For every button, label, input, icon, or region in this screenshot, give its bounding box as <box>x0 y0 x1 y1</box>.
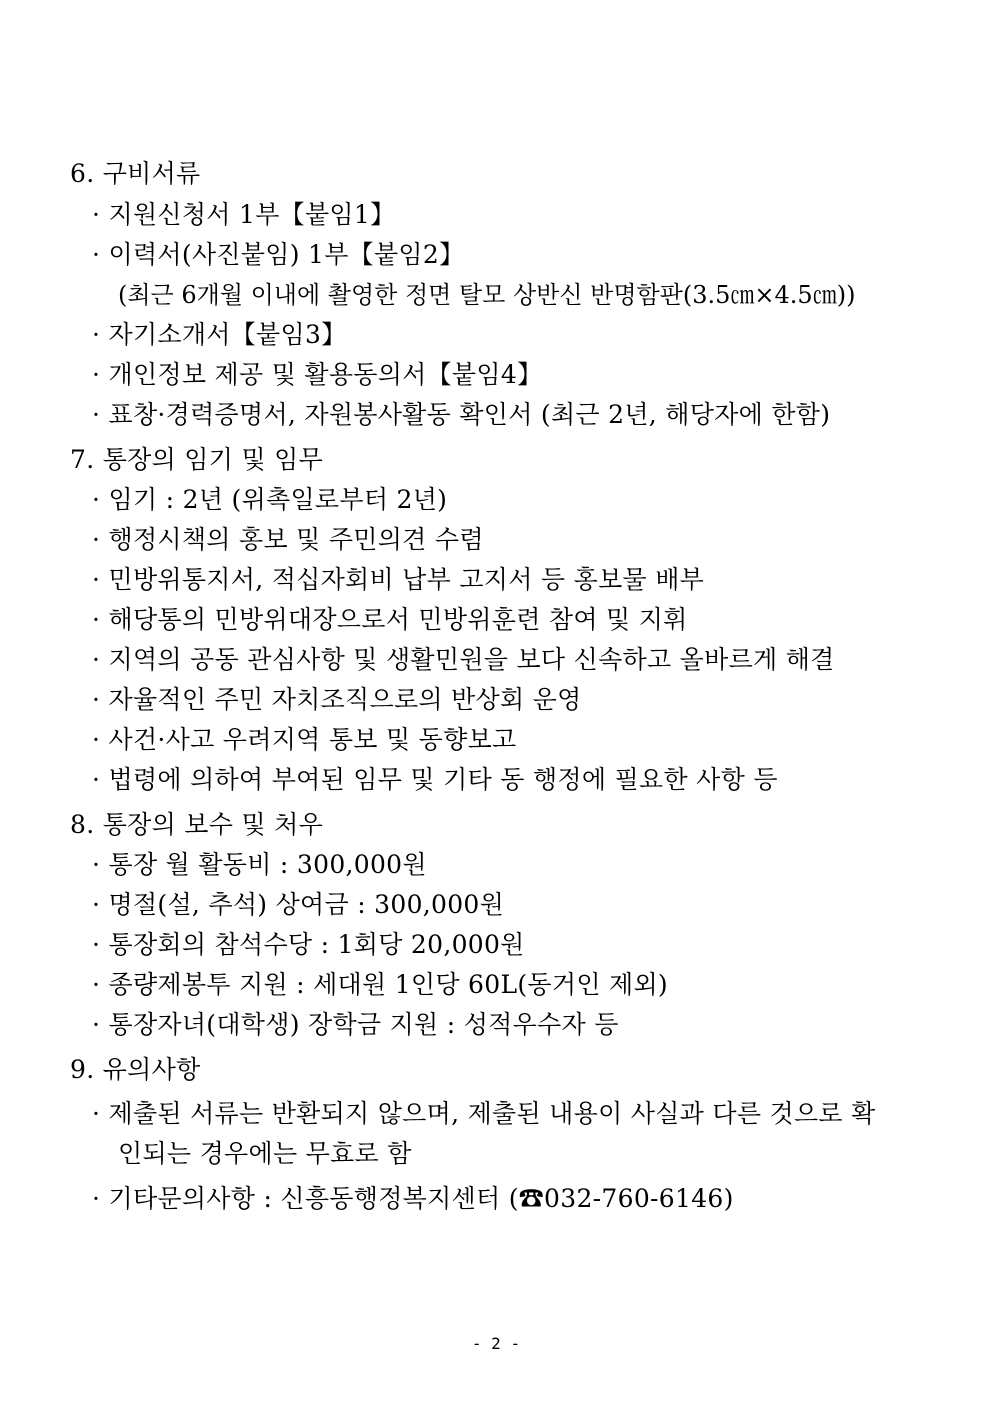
list-item: · 임기 : 2년 (위촉일로부터 2년) <box>92 485 448 514</box>
list-item: · 자기소개서【붙임3】 <box>92 320 347 349</box>
page-number: - 2 - <box>471 1334 521 1353</box>
list-item-continuation: 인되는 경우에는 무효로 함 <box>118 1139 412 1168</box>
list-item: · 지원신청서 1부【붙임1】 <box>92 200 396 229</box>
list-item-continuation: (최근 6개월 이내에 촬영한 정면 탈모 상반신 반명함판(3.5㎝×4.5㎝)) <box>118 281 856 309</box>
list-item: · 통장 월 활동비 : 300,000원 <box>92 850 427 879</box>
list-item: · 해당통의 민방위대장으로서 민방위훈련 참여 및 지휘 <box>92 605 688 634</box>
list-item: · 통장회의 참석수당 : 1회당 20,000원 <box>92 930 525 959</box>
list-item: · 종량제봉투 지원 : 세대원 1인당 60L(동거인 제외) <box>92 970 668 999</box>
list-item: · 사건·사고 우려지역 통보 및 동향보고 <box>92 725 517 754</box>
list-item: · 개인정보 제공 및 활용동의서【붙임4】 <box>92 360 543 389</box>
section-heading: 7. 통장의 임기 및 임무 <box>70 445 324 474</box>
list-item: · 기타문의사항 : 신흥동행정복지센터 (☎032-760-6146) <box>92 1184 734 1213</box>
list-item: · 민방위통지서, 적십자회비 납부 고지서 등 홍보물 배부 <box>92 565 705 594</box>
list-item: · 명절(설, 추석) 상여금 : 300,000원 <box>92 890 505 919</box>
section-heading: 8. 통장의 보수 및 처우 <box>70 810 324 839</box>
list-item: · 지역의 공동 관심사항 및 생활민원을 보다 신속하고 올바르게 해결 <box>92 645 835 674</box>
list-item: · 통장자녀(대학생) 장학금 지원 : 성적우수자 등 <box>92 1010 619 1039</box>
list-item: · 제출된 서류는 반환되지 않으며, 제출된 내용이 사실과 다른 것으로 확 <box>92 1099 876 1128</box>
list-item: · 이력서(사진붙임) 1부【붙임2】 <box>92 240 465 269</box>
list-item: · 자율적인 주민 자치조직으로의 반상회 운영 <box>92 685 582 714</box>
section-heading: 9. 유의사항 <box>70 1055 201 1084</box>
list-item: · 행정시책의 홍보 및 주민의견 수렴 <box>92 525 484 554</box>
section-heading: 6. 구비서류 <box>70 159 201 188</box>
list-item: · 표창·경력증명서, 자원봉사활동 확인서 (최근 2년, 해당자에 한함) <box>92 400 831 429</box>
list-item: · 법령에 의하여 부여된 임무 및 기타 동 행정에 필요한 사항 등 <box>92 765 778 794</box>
